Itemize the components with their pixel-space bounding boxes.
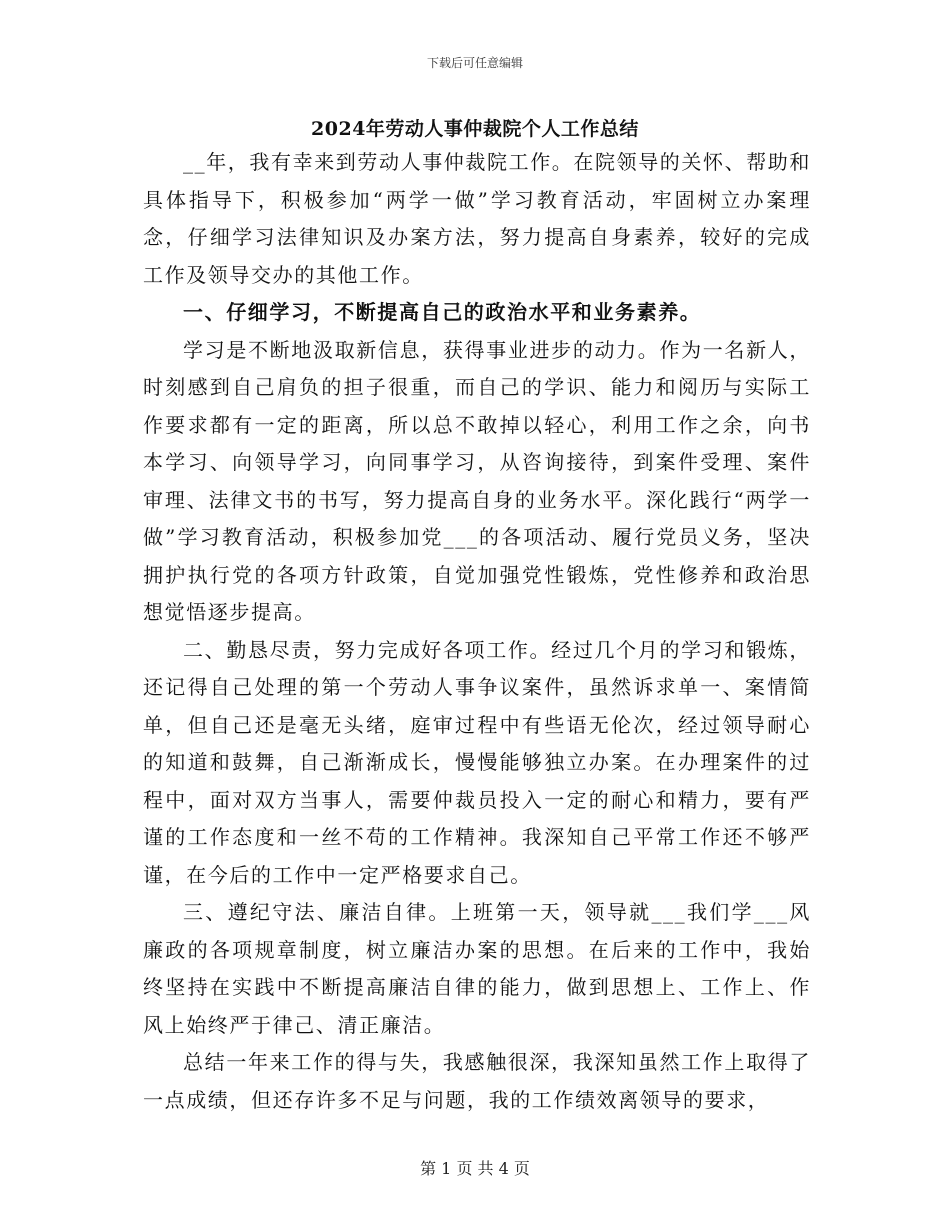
section-1-paragraph: 学习是不断地汲取新信息，获得事业进步的动力。作为一名新人，时刻感到自己肩负的担子很重，而自己的学识、能力和阅历与实际工作要求都有一定的距离，所以总不敢掉以轻心，利用工作之余，向书本学习、向领导学习，向同事学习，从咨询接待，到案件受理、案件审理、法律文书的书写，努力提高自身的业务水平。深化践行“两学一做”学习教育活动，积极参加党___的各项活动、履行党员义务，坚决拥护执行党的各项方针政策，自觉加强党性锻炼，党性修养和政治思想觉悟逐步提高。 bbox=[143, 337, 811, 624]
header-note: 下载后可任意编辑 bbox=[426, 56, 523, 70]
section-2-paragraph: 二、勤恳尽责，努力完成好各项工作。经过几个月的学习和锻炼，还记得自己处理的第一个劳动人事争议案件，虽然诉求单一、案情简单，但自己还是毫无头绪，庭审过程中有些语无伦次，经过领导耐心的知道和鼓舞，自己渐渐成长，慢慢能够独立办案。在办理案件的过程中，面对双方当事人，需要仲裁员投入一定的耐心和精力，要有严谨的工作态度和一丝不苟的工作精神。我深知自己平常工作还不够严谨，在今后的工作中一定严格要求自己。 bbox=[143, 637, 811, 887]
document-body bbox=[143, 144, 811, 1119]
document-title: 2024年劳动人事仲裁院个人工作总结 bbox=[311, 118, 639, 140]
page-footer: 第 1 页 共 4 页 bbox=[420, 1159, 530, 1178]
section-3-paragraph: 三、遵纪守法、廉洁自律。上班第一天，领导就___我们学___风廉政的各项规章制度，树立廉洁办案的思想。在后来的工作中，我始终坚持在实践中不断提高廉洁自律的能力，做到思想上、工作上、作风上始终严于律己、清正廉洁。 bbox=[143, 900, 811, 1037]
summary-paragraph: 总结一年来工作的得与失，我感触很深，我深知虽然工作上取得了一点成绩，但还存许多不足与问题，我的工作绩效离领导的要求， bbox=[143, 1050, 811, 1112]
intro-paragraph: __年，我有幸来到劳动人事仲裁院工作。在院领导的关怀、帮助和具体指导下，积极参加“两学一做”学习教育活动，牢固树立办案理念，仔细学习法律知识及办案方法，努力提高自身素养，较好的完成工作及领导交办的其他工作。 bbox=[143, 150, 811, 287]
section-heading-1: 一、仔细学习，不断提高自己的政治水平和业务素养。 bbox=[183, 300, 702, 324]
